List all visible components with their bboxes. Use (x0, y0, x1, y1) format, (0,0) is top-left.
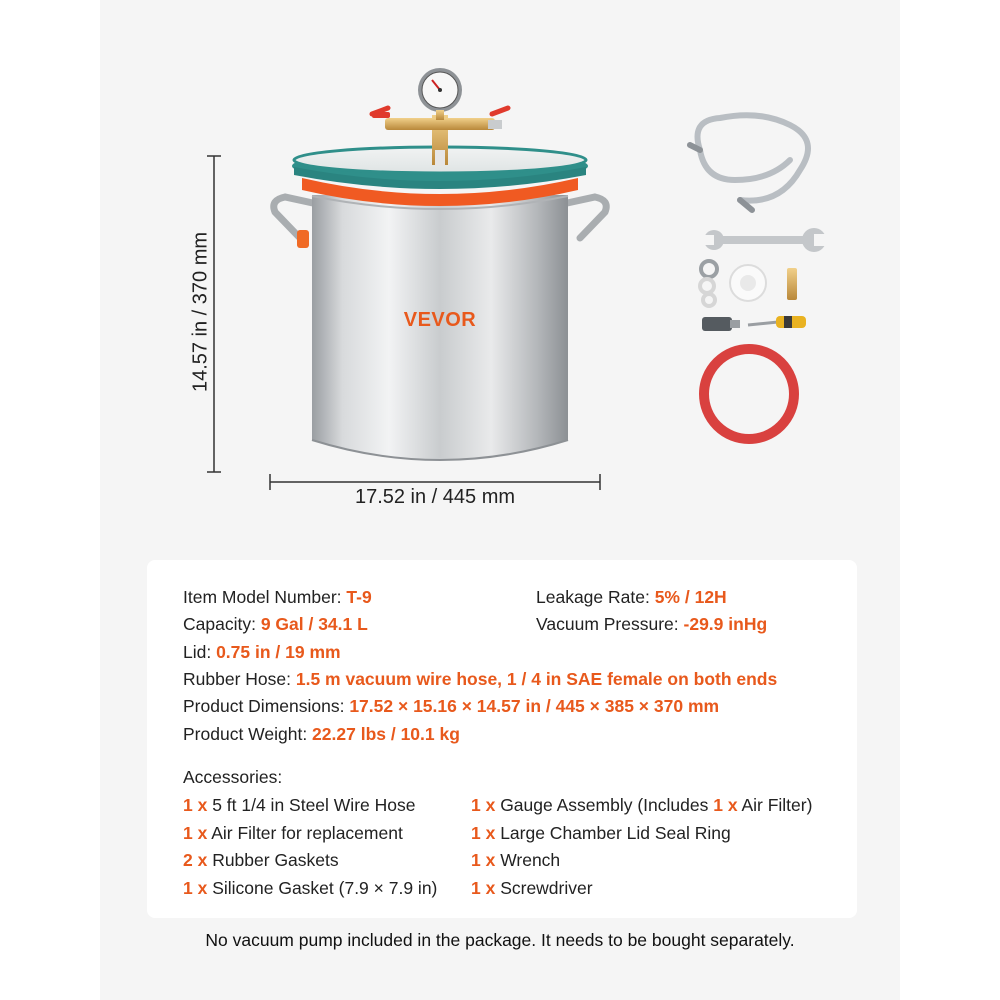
brass-fitting-illustration (787, 268, 797, 300)
accessory-item (183, 794, 415, 816)
sealing-tape-illustration (730, 265, 766, 301)
spec-label: Lid: (183, 642, 217, 662)
height-dimension-label: 14.57 in / 370 mm (189, 231, 212, 393)
accessory-text: 5 ft 1/4 in Steel Wire Hose (207, 795, 416, 815)
spec-label: Capacity: (183, 614, 261, 634)
spec-value: 22.27 lbs / 10.1 kg (312, 724, 460, 744)
spec-label: Item Model Number: (183, 587, 347, 607)
spec-capacity (183, 613, 368, 635)
accessory-text: Rubber Gaskets (207, 850, 339, 870)
accessory-text: Silicone Gasket (7.9 × 7.9 in) (207, 878, 438, 898)
spec-label: Product Weight: (183, 724, 313, 744)
accessory-qty: 1 x (471, 850, 496, 870)
accessory-qty: 1 x (471, 823, 496, 843)
accessory-item (471, 822, 731, 844)
brand-logo: VEVOR (403, 309, 477, 331)
spec-value: 5% / 12H (654, 587, 727, 607)
footer-note: No vacuum pump included in the package. It needs to be bought separately. (205, 930, 795, 950)
specifications-card (147, 560, 857, 918)
spec-value: T-9 (346, 587, 372, 607)
accessory-text: Screwdriver (495, 878, 593, 898)
accessory-qty: 1 x (183, 823, 208, 843)
accessory-qty: 1 x (183, 878, 208, 898)
spec-product-weight (183, 723, 460, 745)
vacuum-chamber (274, 147, 607, 460)
air-filter-illustration (702, 317, 740, 331)
spec-vacuum-pressure (536, 613, 767, 635)
accessory-item (183, 877, 437, 899)
accessory-text: Air Filter) (737, 795, 813, 815)
spec-value: -29.9 inHg (683, 614, 768, 634)
wrench-illustration (704, 228, 826, 252)
spec-leakage-rate (536, 586, 727, 608)
spec-model-number (183, 586, 372, 608)
spec-label: Vacuum Pressure: (536, 614, 684, 634)
spec-label: Product Dimensions: (183, 696, 350, 716)
rubber-gaskets-illustration (700, 261, 717, 306)
spec-value: 17.52 × 15.16 × 14.57 in / 445 × 385 × 370 mm (349, 696, 720, 716)
spec-value: 1.5 m vacuum wire hose, 1 / 4 in SAE female on both ends (295, 669, 778, 689)
accessory-qty: 2 x (183, 850, 208, 870)
accessory-text: Air Filter for replacement (207, 823, 403, 843)
screwdriver-illustration (748, 316, 806, 328)
accessory-qty: 1 x (713, 795, 738, 815)
accessory-item (183, 822, 403, 844)
spec-lid (183, 641, 341, 663)
accessory-text: Gauge Assembly (Includes (495, 795, 714, 815)
accessories-heading: Accessories: (183, 767, 283, 787)
spec-label: Leakage Rate: (536, 587, 655, 607)
steel-wire-hose-illustration (690, 115, 808, 210)
accessory-qty: 1 x (471, 878, 496, 898)
accessory-item (471, 849, 560, 871)
accessory-item (471, 877, 593, 899)
accessory-qty: 1 x (183, 795, 208, 815)
lid-seal-ring-illustration (704, 349, 794, 439)
accessory-item (471, 794, 812, 816)
accessory-text: Large Chamber Lid Seal Ring (495, 823, 731, 843)
accessory-text: Wrench (495, 850, 561, 870)
spec-label: Rubber Hose: (183, 669, 296, 689)
width-dimension-label: 17.52 in / 445 mm (354, 486, 516, 508)
spec-product-dimensions (183, 695, 719, 717)
accessory-qty: 1 x (471, 795, 496, 815)
accessory-item (183, 849, 339, 871)
spec-value: 0.75 in / 19 mm (216, 642, 341, 662)
spec-value: 9 Gal / 34.1 L (260, 614, 368, 634)
spec-rubber-hose (183, 668, 777, 690)
